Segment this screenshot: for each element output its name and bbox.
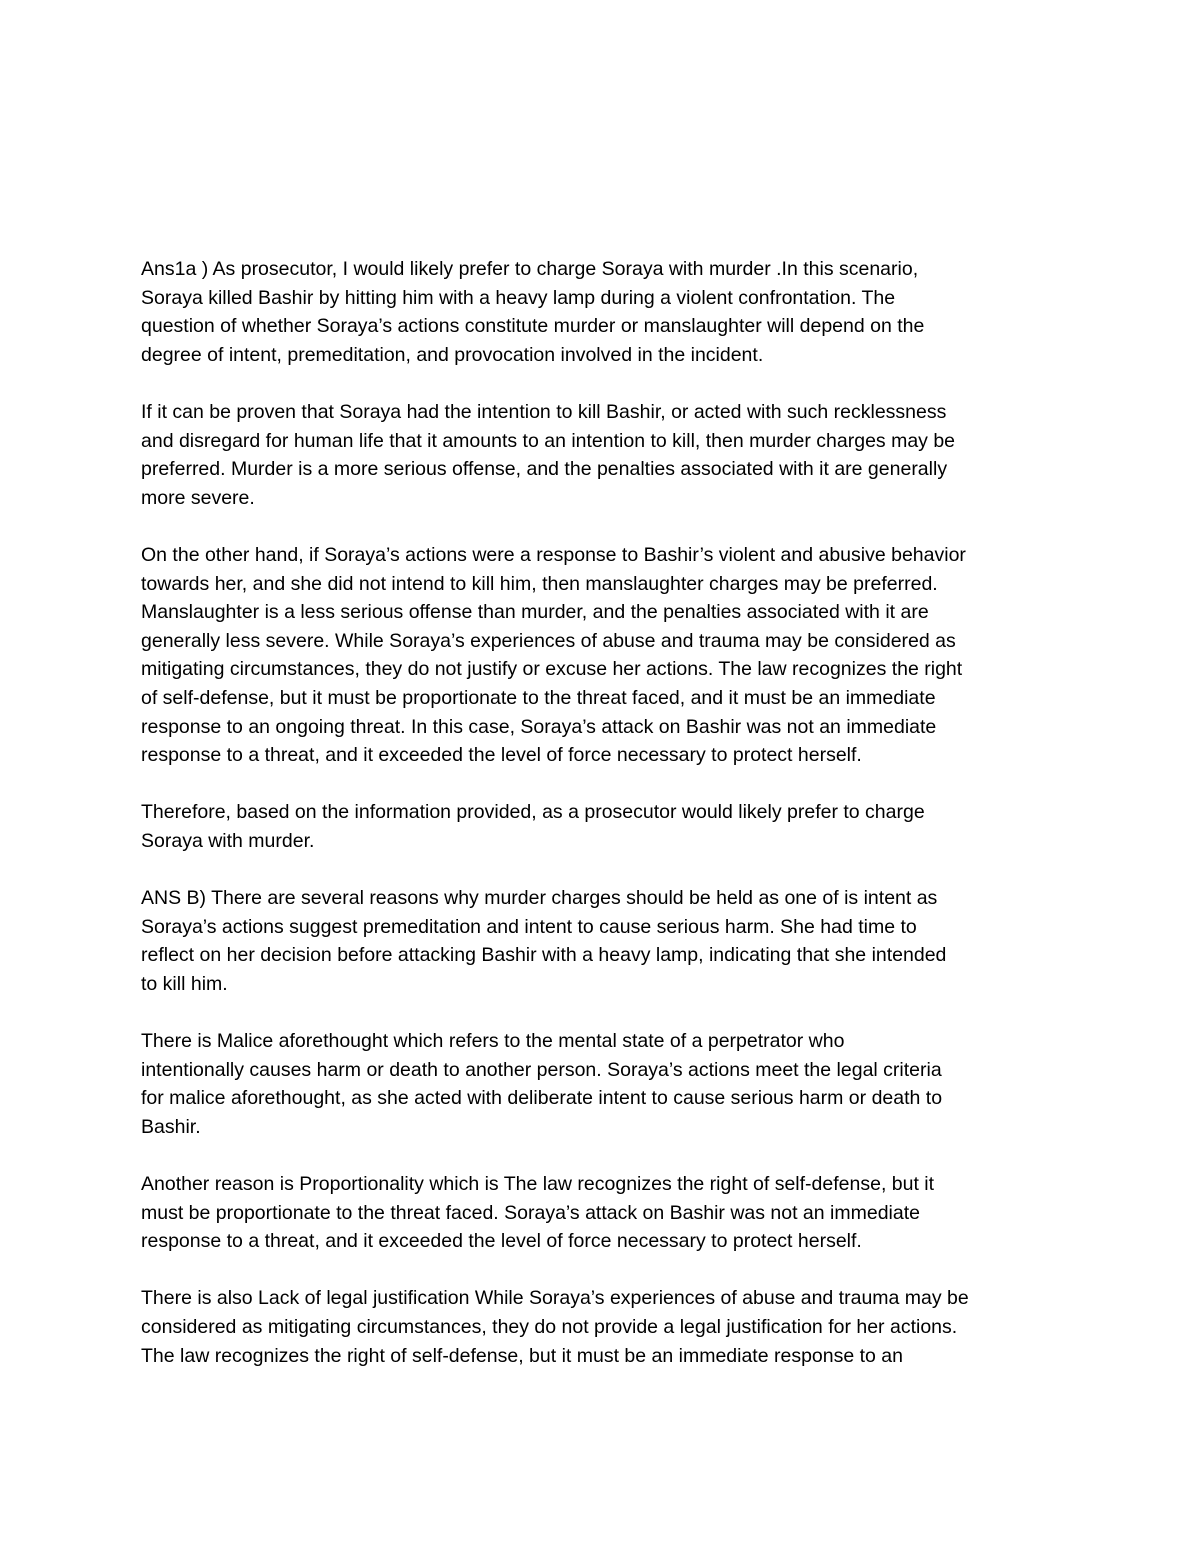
paragraph-manslaughter	[141, 541, 1061, 770]
text-line: reflect on her decision before attacking Bashir with a heavy lamp, indicating that she intended	[141, 944, 947, 967]
text-line: Ans1a ) As prosecutor, I would likely prefer to charge Soraya with murder .In this scenario,	[141, 258, 919, 280]
text-line: degree of intent, premeditation, and provocation involved in the incident.	[141, 343, 764, 366]
text-line: intentionally causes harm or death to another person. Soraya’s actions meet the legal criteria	[141, 1058, 942, 1081]
text-line: and disregard for human life that it amounts to an intention to kill, then murder charges may be	[141, 429, 956, 452]
text-line: ANS B) There are several reasons why murder charges should be held as one of is intent as	[141, 887, 938, 910]
paragraph-proportionality	[141, 1170, 1061, 1256]
text-line: considered as mitigating circumstances, they do not provide a legal justification for her actions.	[141, 1315, 958, 1338]
text-line: There is Malice aforethought which refers to the mental state of a perpetrator who	[141, 1030, 845, 1053]
text-line: response to a threat, and it exceeded the level of force necessary to protect herself.	[141, 744, 862, 767]
paragraph-conclusion	[141, 798, 1061, 855]
text-line: If it can be proven that Soraya had the intention to kill Bashir, or acted with such recklessness	[141, 400, 947, 423]
text-line: question of whether Soraya’s actions constitute murder or manslaughter will depend on the	[141, 315, 925, 338]
document-body	[141, 255, 1061, 1399]
text-line: generally less severe. While Soraya’s experiences of abuse and trauma may be considered as	[141, 629, 956, 652]
paragraph-answer-b	[141, 884, 1061, 998]
text-line: Therefore, based on the information provided, as a prosecutor would likely prefer to charge	[141, 801, 925, 824]
text-line: Another reason is Proportionality which is The law recognizes the right of self-defense, but it	[141, 1173, 935, 1195]
text-line: for malice aforethought, as she acted with deliberate intent to cause serious harm or death to	[141, 1087, 943, 1110]
paragraph-malice-aforethought	[141, 1027, 1061, 1141]
text-line: response to an ongoing threat. In this case, Soraya’s attack on Bashir was not an immediate	[141, 715, 937, 738]
paragraph-murder-intent	[141, 398, 1061, 512]
text-line: to kill him.	[141, 972, 228, 995]
text-line: Manslaughter is a less serious offense than murder, and the penalties associated with it are	[141, 601, 929, 624]
text-line: of self-defense, but it must be proportionate to the threat faced, and it must be an immediate	[141, 686, 936, 709]
text-line: must be proportionate to the threat faced. Soraya’s attack on Bashir was not an immediate	[141, 1201, 920, 1224]
text-line: There is also Lack of legal justification While Soraya’s experiences of abuse and trauma may be	[141, 1287, 969, 1310]
text-line: mitigating circumstances, they do not justify or excuse her actions. The law recognizes the right	[141, 658, 963, 681]
text-line: Bashir.	[141, 1115, 201, 1138]
paragraph-answer-1a	[141, 255, 1061, 369]
text-line: response to a threat, and it exceeded the level of force necessary to protect herself.	[141, 1230, 862, 1253]
text-line: The law recognizes the right of self-defense, but it must be an immediate response to an	[141, 1344, 903, 1367]
paragraph-legal-justification	[141, 1284, 1061, 1370]
text-line: preferred. Murder is a more serious offense, and the penalties associated with it are generally	[141, 458, 948, 481]
text-line: towards her, and she did not intend to kill him, then manslaughter charges may be preferred.	[141, 572, 938, 595]
text-line: Soraya with murder.	[141, 829, 315, 852]
text-line: On the other hand, if Soraya’s actions were a response to Bashir’s violent and abusive behavior	[141, 543, 966, 566]
text-line: more severe.	[141, 486, 255, 509]
text-line: Soraya killed Bashir by hitting him with a heavy lamp during a violent confrontation. The	[141, 286, 896, 309]
text-line: Soraya’s actions suggest premeditation and intent to cause serious harm. She had time to	[141, 915, 917, 938]
